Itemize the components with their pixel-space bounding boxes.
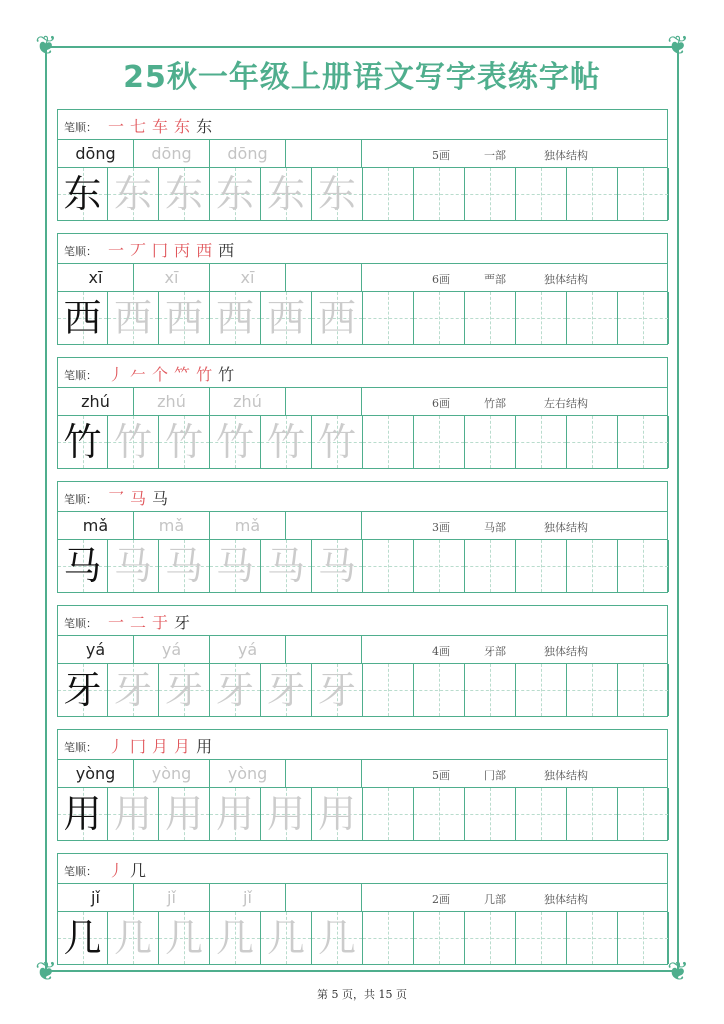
pinyin-cell xyxy=(286,140,362,167)
structure: 独体结构 xyxy=(544,273,588,286)
stroke-step: 一 xyxy=(108,117,125,136)
trace-character: 牙 xyxy=(317,668,356,712)
trace-character: 用 xyxy=(113,792,152,836)
corner-ornament-icon: ❦ xyxy=(667,957,689,987)
radical: 覀部 xyxy=(484,273,506,286)
writing-cell[interactable] xyxy=(312,416,363,468)
trace-character: 马 xyxy=(164,544,203,588)
model-character: 竹 xyxy=(63,420,102,464)
writing-cell[interactable] xyxy=(465,912,516,964)
writing-cell[interactable] xyxy=(159,912,210,964)
trace-character: 牙 xyxy=(215,668,254,712)
stroke-order-label: 笔顺： xyxy=(64,617,97,630)
writing-cell[interactable] xyxy=(363,168,414,220)
pinyin-cell: jǐ xyxy=(58,884,134,911)
stroke-step: 于 xyxy=(152,613,169,632)
pinyin-row xyxy=(57,264,668,292)
writing-cell[interactable] xyxy=(363,664,414,716)
trace-character: 用 xyxy=(317,792,356,836)
trace-character: 牙 xyxy=(113,668,152,712)
pinyin-row xyxy=(57,636,668,664)
stroke-sequence xyxy=(108,486,174,509)
writing-row xyxy=(57,292,668,345)
character-block xyxy=(57,357,668,469)
stroke-count: 4画 xyxy=(432,645,450,658)
writing-cell[interactable] xyxy=(108,540,159,592)
stroke-order-row xyxy=(57,853,668,884)
stroke-sequence xyxy=(108,362,240,385)
trace-character: 马 xyxy=(317,544,356,588)
trace-character: 东 xyxy=(317,172,356,216)
structure: 独体结构 xyxy=(544,645,588,658)
character-block xyxy=(57,233,668,345)
stroke-step: 𥫗 xyxy=(174,365,191,384)
pinyin-cell: dōng xyxy=(58,140,134,167)
trace-character: 东 xyxy=(266,172,305,216)
stroke-order-label: 笔顺： xyxy=(64,865,97,878)
trace-character: 竹 xyxy=(266,420,305,464)
writing-cell[interactable] xyxy=(465,168,516,220)
writing-cell[interactable] xyxy=(261,664,312,716)
pinyin-row xyxy=(57,760,668,788)
trace-character: 竹 xyxy=(215,420,254,464)
stroke-step: 几 xyxy=(130,861,147,880)
radical: 竹部 xyxy=(484,397,506,410)
stroke-sequence xyxy=(108,610,196,633)
writing-cell[interactable] xyxy=(363,788,414,840)
trace-character: 西 xyxy=(164,296,203,340)
stroke-step: 东 xyxy=(174,117,191,136)
writing-cell[interactable] xyxy=(618,416,669,468)
character-block xyxy=(57,853,668,965)
trace-character: 东 xyxy=(215,172,254,216)
writing-cell[interactable] xyxy=(516,664,567,716)
writing-cell[interactable] xyxy=(465,416,516,468)
writing-cell[interactable] xyxy=(465,292,516,344)
writing-cell[interactable] xyxy=(159,292,210,344)
stroke-step: 二 xyxy=(130,613,147,632)
character-block xyxy=(57,481,668,593)
writing-cell[interactable] xyxy=(108,416,159,468)
writing-cell[interactable] xyxy=(516,292,567,344)
stroke-step: 马 xyxy=(152,489,169,508)
pinyin-cell: yá xyxy=(210,636,286,663)
writing-cell[interactable] xyxy=(414,664,465,716)
trace-character: 几 xyxy=(164,916,203,960)
stroke-order-label: 笔顺： xyxy=(64,493,97,506)
stroke-step: 丆 xyxy=(130,241,147,260)
pinyin-cell: dōng xyxy=(210,140,286,167)
writing-cell[interactable] xyxy=(210,292,261,344)
writing-row xyxy=(57,540,668,593)
stroke-order-row xyxy=(57,729,668,760)
character-block xyxy=(57,729,668,841)
stroke-step: 𠂉 xyxy=(130,365,147,384)
trace-character: 用 xyxy=(164,792,203,836)
writing-cell[interactable] xyxy=(414,912,465,964)
stroke-step: 丙 xyxy=(174,241,191,260)
writing-cell[interactable] xyxy=(159,788,210,840)
pinyin-cell xyxy=(286,636,362,663)
stroke-step: 冂 xyxy=(130,737,147,756)
radical: 冂部 xyxy=(484,769,506,782)
stroke-step: 丿 xyxy=(108,861,125,880)
writing-cell[interactable] xyxy=(363,912,414,964)
stroke-step: 个 xyxy=(152,365,169,384)
writing-cell[interactable] xyxy=(516,540,567,592)
trace-character: 东 xyxy=(113,172,152,216)
writing-cell[interactable] xyxy=(567,292,618,344)
page-title: 25秋一年级上册语文写字表练字帖 xyxy=(123,60,601,95)
writing-cell[interactable] xyxy=(159,664,210,716)
writing-cell[interactable] xyxy=(567,912,618,964)
writing-cell[interactable] xyxy=(414,168,465,220)
stroke-step: 丿 xyxy=(108,737,125,756)
stroke-count: 6画 xyxy=(432,397,450,410)
trace-character: 东 xyxy=(164,172,203,216)
trace-character: 竹 xyxy=(164,420,203,464)
stroke-step: 丿 xyxy=(108,365,125,384)
writing-cell[interactable] xyxy=(58,664,108,716)
writing-cell[interactable] xyxy=(58,912,108,964)
writing-cell[interactable] xyxy=(618,788,669,840)
pinyin-cell: zhú xyxy=(134,388,210,415)
stroke-order-label: 笔顺： xyxy=(64,245,97,258)
pinyin-cell: yòng xyxy=(58,760,134,787)
writing-cell[interactable] xyxy=(618,292,669,344)
writing-cell[interactable] xyxy=(312,788,363,840)
writing-cell[interactable] xyxy=(516,168,567,220)
writing-cell[interactable] xyxy=(210,168,261,220)
pinyin-row xyxy=(57,884,668,912)
trace-character: 西 xyxy=(266,296,305,340)
writing-row xyxy=(57,168,668,221)
pinyin-cell: jǐ xyxy=(210,884,286,911)
trace-character: 几 xyxy=(113,916,152,960)
trace-character: 马 xyxy=(113,544,152,588)
stroke-sequence xyxy=(108,858,152,881)
stroke-count: 5画 xyxy=(432,149,450,162)
stroke-order-row xyxy=(57,357,668,388)
writing-cell[interactable] xyxy=(312,292,363,344)
pinyin-cell: dōng xyxy=(134,140,210,167)
writing-row xyxy=(57,912,668,965)
page-footer: 第 5 页，共 15 页 xyxy=(317,988,407,1001)
writing-cell[interactable] xyxy=(618,168,669,220)
writing-cell[interactable] xyxy=(618,540,669,592)
pinyin-cell xyxy=(286,760,362,787)
stroke-step: 车 xyxy=(152,117,169,136)
writing-cell[interactable] xyxy=(465,540,516,592)
trace-character: 竹 xyxy=(317,420,356,464)
stroke-count: 5画 xyxy=(432,769,450,782)
writing-cell[interactable] xyxy=(312,912,363,964)
writing-cell[interactable] xyxy=(159,168,210,220)
pinyin-cell: xī xyxy=(210,264,286,291)
pinyin-cell: mǎ xyxy=(58,512,134,539)
stroke-step: 东 xyxy=(196,117,213,136)
writing-cell[interactable] xyxy=(618,664,669,716)
writing-cell[interactable] xyxy=(567,416,618,468)
pinyin-cell: yòng xyxy=(134,760,210,787)
trace-character: 牙 xyxy=(266,668,305,712)
writing-cell[interactable] xyxy=(210,540,261,592)
pinyin-cell: xī xyxy=(58,264,134,291)
writing-cell[interactable] xyxy=(312,664,363,716)
writing-cell[interactable] xyxy=(210,664,261,716)
pinyin-cell: yòng xyxy=(210,760,286,787)
writing-row xyxy=(57,664,668,717)
writing-cell[interactable] xyxy=(465,788,516,840)
character-block xyxy=(57,109,668,221)
trace-character: 马 xyxy=(266,544,305,588)
writing-row xyxy=(57,416,668,469)
trace-character: 西 xyxy=(215,296,254,340)
writing-cell[interactable] xyxy=(261,168,312,220)
model-character: 几 xyxy=(63,916,102,960)
writing-cell[interactable] xyxy=(414,540,465,592)
stroke-step: 竹 xyxy=(196,365,213,384)
writing-cell[interactable] xyxy=(567,664,618,716)
writing-cell[interactable] xyxy=(108,168,159,220)
writing-cell[interactable] xyxy=(58,416,108,468)
writing-cell[interactable] xyxy=(261,416,312,468)
trace-character: 几 xyxy=(317,916,356,960)
stroke-step: 西 xyxy=(218,241,235,260)
stroke-step: 一 xyxy=(108,613,125,632)
trace-character: 牙 xyxy=(164,668,203,712)
writing-cell[interactable] xyxy=(261,912,312,964)
stroke-count: 2画 xyxy=(432,893,450,906)
trace-character: 竹 xyxy=(113,420,152,464)
corner-ornament-icon: ❦ xyxy=(35,957,57,987)
stroke-count: 6画 xyxy=(432,273,450,286)
radical: 马部 xyxy=(484,521,506,534)
writing-cell[interactable] xyxy=(414,292,465,344)
stroke-step: 月 xyxy=(152,737,169,756)
writing-cell[interactable] xyxy=(159,540,210,592)
trace-character: 几 xyxy=(215,916,254,960)
stroke-step: 牙 xyxy=(174,613,191,632)
writing-row xyxy=(57,788,668,841)
stroke-order-row xyxy=(57,109,668,140)
stroke-order-label: 笔顺： xyxy=(64,121,97,134)
writing-cell[interactable] xyxy=(210,416,261,468)
structure: 左右结构 xyxy=(544,397,588,410)
pinyin-cell xyxy=(286,388,362,415)
trace-character: 用 xyxy=(215,792,254,836)
writing-cell[interactable] xyxy=(108,664,159,716)
structure: 独体结构 xyxy=(544,521,588,534)
trace-character: 西 xyxy=(113,296,152,340)
writing-cell[interactable] xyxy=(108,912,159,964)
pinyin-cell: zhú xyxy=(210,388,286,415)
structure: 独体结构 xyxy=(544,149,588,162)
stroke-step: 冂 xyxy=(152,241,169,260)
radical: 一部 xyxy=(484,149,506,162)
pinyin-row xyxy=(57,512,668,540)
stroke-step: 西 xyxy=(196,241,213,260)
structure: 独体结构 xyxy=(544,893,588,906)
writing-cell[interactable] xyxy=(58,168,108,220)
pinyin-cell xyxy=(286,512,362,539)
pinyin-cell: zhú xyxy=(58,388,134,415)
writing-cell[interactable] xyxy=(516,912,567,964)
writing-cell[interactable] xyxy=(108,788,159,840)
writing-cell[interactable] xyxy=(414,416,465,468)
pinyin-row xyxy=(57,388,668,416)
writing-cell[interactable] xyxy=(312,540,363,592)
writing-cell[interactable] xyxy=(58,292,108,344)
stroke-step: 用 xyxy=(196,737,213,756)
writing-cell[interactable] xyxy=(414,788,465,840)
stroke-step: 竹 xyxy=(218,365,235,384)
writing-cell[interactable] xyxy=(108,292,159,344)
writing-cell[interactable] xyxy=(261,540,312,592)
corner-ornament-icon: ❦ xyxy=(35,31,57,61)
stroke-sequence xyxy=(108,238,240,261)
stroke-order-label: 笔顺： xyxy=(64,741,97,754)
trace-character: 马 xyxy=(215,544,254,588)
pinyin-cell: yá xyxy=(58,636,134,663)
model-character: 用 xyxy=(63,792,102,836)
writing-cell[interactable] xyxy=(58,788,108,840)
stroke-order-row xyxy=(57,233,668,264)
writing-cell[interactable] xyxy=(618,912,669,964)
pinyin-cell xyxy=(286,884,362,911)
writing-cell[interactable] xyxy=(210,912,261,964)
model-character: 马 xyxy=(63,544,102,588)
model-character: 牙 xyxy=(63,668,102,712)
corner-ornament-icon: ❦ xyxy=(667,31,689,61)
stroke-sequence xyxy=(108,734,218,757)
writing-cell[interactable] xyxy=(465,664,516,716)
stroke-step: 乛 xyxy=(108,489,125,508)
writing-cell[interactable] xyxy=(363,540,414,592)
stroke-step: 一 xyxy=(108,241,125,260)
structure: 独体结构 xyxy=(544,769,588,782)
stroke-order-row xyxy=(57,481,668,512)
writing-cell[interactable] xyxy=(210,788,261,840)
writing-cell[interactable] xyxy=(261,788,312,840)
trace-character: 用 xyxy=(266,792,305,836)
pinyin-cell: yá xyxy=(134,636,210,663)
stroke-step: 七 xyxy=(130,117,147,136)
writing-cell[interactable] xyxy=(261,292,312,344)
pinyin-cell: mǎ xyxy=(210,512,286,539)
character-block xyxy=(57,605,668,717)
radical: 几部 xyxy=(484,893,506,906)
writing-cell[interactable] xyxy=(159,416,210,468)
pinyin-cell: jǐ xyxy=(134,884,210,911)
pinyin-cell: xī xyxy=(134,264,210,291)
writing-cell[interactable] xyxy=(567,168,618,220)
stroke-order-label: 笔顺： xyxy=(64,369,97,382)
writing-cell[interactable] xyxy=(363,416,414,468)
writing-cell[interactable] xyxy=(567,788,618,840)
trace-character: 西 xyxy=(317,296,356,340)
pinyin-cell xyxy=(286,264,362,291)
stroke-count: 3画 xyxy=(432,521,450,534)
stroke-order-row xyxy=(57,605,668,636)
stroke-step: 马 xyxy=(130,489,147,508)
writing-cell[interactable] xyxy=(567,540,618,592)
pinyin-cell: mǎ xyxy=(134,512,210,539)
model-character: 西 xyxy=(63,296,102,340)
writing-cell[interactable] xyxy=(516,788,567,840)
radical: 牙部 xyxy=(484,645,506,658)
stroke-step: 月 xyxy=(174,737,191,756)
trace-character: 几 xyxy=(266,916,305,960)
pinyin-row xyxy=(57,140,668,168)
writing-cell[interactable] xyxy=(312,168,363,220)
writing-cell[interactable] xyxy=(58,540,108,592)
writing-cell[interactable] xyxy=(516,416,567,468)
stroke-sequence xyxy=(108,114,218,137)
writing-cell[interactable] xyxy=(363,292,414,344)
model-character: 东 xyxy=(63,172,102,216)
